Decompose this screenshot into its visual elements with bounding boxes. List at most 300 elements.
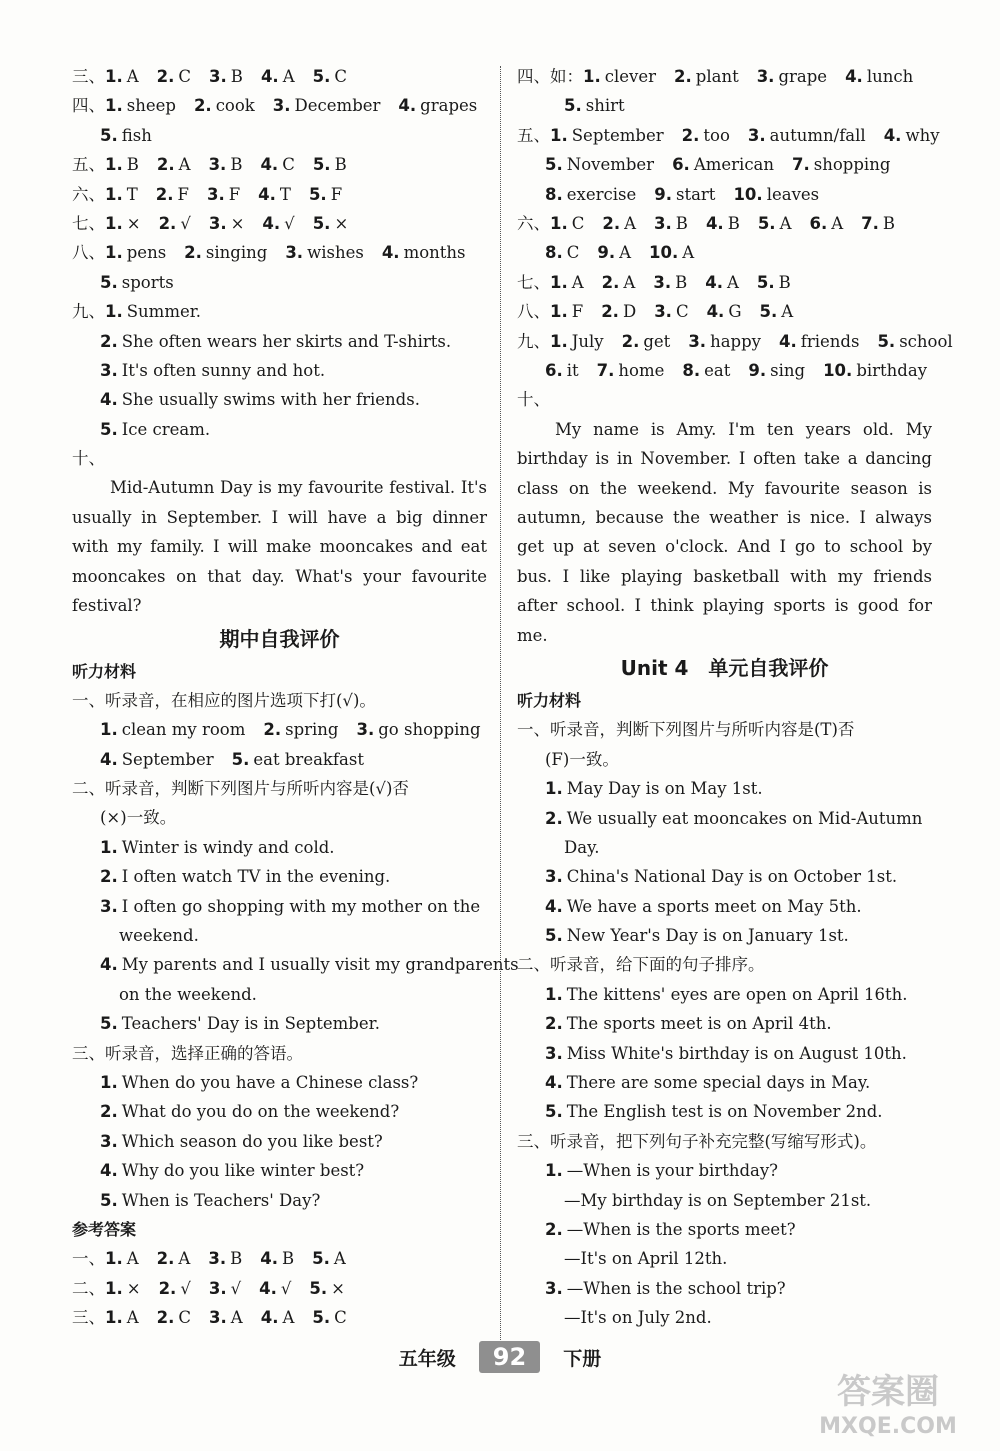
answer-item [583, 67, 656, 86]
answer-item [545, 1044, 907, 1063]
item-text: shopping [813, 155, 891, 175]
answer-item [100, 1073, 418, 1092]
item-text: it [566, 360, 579, 380]
answer-item [209, 155, 243, 174]
answer-line [517, 268, 932, 297]
item-text: singing [205, 243, 268, 263]
answer-line [517, 950, 932, 979]
item-text: autumn/fall [769, 125, 866, 145]
answer-item [105, 243, 166, 262]
item-text: When do you have a Chinese class? [121, 1072, 419, 1092]
section-title: Unit 4 单元自我评价 [620, 655, 829, 680]
item-number: 4. [706, 302, 725, 322]
answer-line [72, 1303, 487, 1332]
item-number: 2. [681, 125, 700, 145]
item-number: 1. [545, 779, 563, 799]
item-text: A [230, 1308, 243, 1328]
answer-line [517, 1156, 932, 1185]
answer-line [517, 1127, 932, 1156]
item-text: F [228, 184, 241, 204]
item-text: Ice cream. [121, 419, 211, 439]
answer-line [72, 1186, 487, 1215]
item-number: 5. [231, 749, 250, 769]
item-number: 5. [312, 1308, 331, 1328]
item-text: × [126, 1278, 141, 1298]
answer-line [72, 121, 487, 150]
item-number: 1. [105, 1278, 123, 1298]
answer-item [105, 67, 139, 86]
item-text: √ [180, 213, 191, 233]
answer-item [209, 1279, 241, 1298]
item-text: F [177, 184, 189, 204]
item-number: 5. [312, 155, 331, 175]
item-number: 4. [100, 390, 118, 410]
answer-line [517, 356, 932, 385]
answer-item [705, 273, 739, 292]
item-text: get [643, 331, 671, 351]
item-number: 10. [649, 243, 679, 263]
answer-line [72, 803, 487, 832]
answer-line [72, 180, 487, 209]
answer-item [654, 185, 715, 204]
answer-item [100, 361, 325, 380]
item-number: 4. [705, 272, 723, 292]
item-text: leaves [766, 184, 820, 204]
line-prefix: 二、听录音，判断下列图片与所听内容是(√)否 [72, 779, 409, 799]
answer-line [517, 804, 932, 833]
answer-line [517, 327, 953, 356]
answer-item [273, 96, 381, 115]
item-text: December [294, 96, 381, 116]
item-number: 3. [756, 67, 775, 86]
item-text: clean my room [121, 720, 246, 740]
answer-line [72, 892, 487, 921]
answer-item [285, 243, 363, 262]
item-text: A [781, 302, 794, 322]
watermark-logo [788, 1363, 988, 1443]
item-number: 5. [545, 926, 563, 946]
item-number: 5. [100, 272, 118, 292]
item-text: T [279, 184, 291, 204]
item-number: 1. [105, 1249, 123, 1269]
subsection-heading: 听力材料 [72, 661, 137, 681]
item-text: A [571, 272, 584, 292]
item-text: start [675, 184, 716, 204]
answer-item [706, 214, 740, 233]
answer-item [545, 185, 636, 204]
item-number: 1. [100, 837, 118, 857]
item-number: 1. [105, 1308, 123, 1328]
item-text: wishes [307, 243, 364, 263]
item-text: F [330, 184, 343, 204]
item-number: 1. [100, 720, 118, 740]
item-number: 3. [356, 720, 375, 740]
item-number: 3. [100, 896, 118, 916]
item-text: A [126, 1308, 139, 1328]
subsection-heading: 听力材料 [517, 690, 582, 710]
item-number: 5. [564, 96, 582, 116]
item-text: When is Teachers' Day? [121, 1190, 321, 1210]
item-text: A [126, 67, 139, 86]
item-number: 4. [545, 896, 563, 916]
item-number: 7. [861, 213, 879, 233]
item-number: 5. [100, 125, 118, 145]
item-number: 2. [156, 1308, 175, 1328]
item-text: Miss White's birthday is on August 10th. [566, 1043, 907, 1063]
answer-item [674, 67, 739, 86]
item-number: 5. [757, 213, 776, 233]
answer-item [309, 1279, 345, 1298]
item-text: A [178, 1249, 191, 1269]
item-number: 4. [100, 955, 118, 975]
answer-item [649, 243, 694, 262]
answer-line [517, 980, 932, 1009]
answer-item [208, 1249, 242, 1268]
grade-label: 五年级 [398, 1347, 456, 1370]
line-prefix: Day. [564, 837, 600, 857]
item-text: A [623, 272, 636, 292]
answer-line [72, 1244, 487, 1273]
item-number: 5. [312, 67, 331, 86]
watermark-line1: 答案圈 [837, 1372, 939, 1412]
answer-item [261, 67, 295, 86]
item-number: 3. [545, 867, 563, 887]
answer-line [72, 209, 487, 238]
item-number: 8. [682, 360, 701, 380]
answer-item [207, 185, 240, 204]
answer-line [517, 1215, 932, 1244]
item-number: 5. [100, 1014, 118, 1034]
answer-line [517, 62, 932, 91]
answer-line [517, 180, 932, 209]
line-prefix: on the weekend. [119, 984, 257, 1004]
item-number: 2. [158, 213, 177, 233]
answer-line [72, 297, 487, 326]
answer-item [157, 155, 191, 174]
item-number: 1. [105, 96, 123, 116]
item-number: 9. [748, 360, 767, 380]
answer-item [209, 67, 243, 86]
item-number: 5. [308, 184, 327, 204]
answer-item [792, 155, 890, 174]
answer-item [105, 155, 139, 174]
line-prefix: 三、 [72, 1308, 105, 1328]
item-number: 4. [260, 155, 279, 175]
item-text: C [675, 302, 689, 322]
item-number: 5. [545, 1102, 563, 1122]
item-text: birthday [856, 360, 928, 380]
item-text: G [728, 302, 742, 322]
answer-item [545, 1279, 786, 1298]
answer-item [602, 273, 636, 292]
answer-line [72, 833, 487, 862]
answer-line [72, 774, 487, 803]
answer-item [545, 1161, 778, 1180]
answer-item [105, 302, 201, 321]
item-text: plant [695, 67, 739, 86]
item-number: 4. [883, 125, 902, 145]
item-text: A [282, 67, 295, 86]
answer-item [313, 155, 347, 174]
answer-item [157, 1308, 191, 1327]
answer-item [100, 390, 420, 409]
line-prefix: 五、 [72, 155, 105, 175]
item-text: A [282, 1308, 295, 1328]
answer-item [545, 361, 579, 380]
line-prefix: 五、 [517, 125, 550, 145]
answer-line [72, 444, 487, 473]
item-number: 3. [206, 184, 225, 204]
item-text: The sports meet is on April 4th. [566, 1014, 832, 1034]
item-text: —When is your birthday? [566, 1161, 779, 1181]
item-number: 4. [705, 213, 724, 233]
answer-item [100, 897, 480, 916]
answer-item [100, 955, 519, 974]
item-number: 4. [100, 749, 118, 769]
answer-line [517, 1244, 932, 1273]
item-text: A [682, 243, 695, 263]
line-prefix: 三、听录音，选择正确的答语。 [72, 1043, 303, 1063]
item-text: C [334, 1308, 347, 1328]
answer-item [232, 750, 364, 769]
line-prefix: weekend. [119, 926, 199, 946]
volume-label: 下册 [563, 1347, 602, 1370]
item-text: √ [230, 1278, 242, 1298]
item-text: pens [126, 243, 167, 263]
item-number: 3. [653, 272, 672, 292]
item-number: 2. [601, 302, 619, 322]
line-prefix: 四、如： [517, 67, 583, 86]
item-number: 6. [672, 155, 690, 175]
answer-item [157, 67, 191, 86]
item-text: clever [604, 67, 657, 86]
item-text: shirt [585, 96, 625, 116]
item-number: 2. [674, 67, 692, 86]
item-number: 5. [312, 213, 331, 233]
item-text: September [571, 125, 664, 145]
answer-item [672, 155, 774, 174]
answer-line [72, 1097, 487, 1126]
answer-item [682, 361, 730, 380]
item-text: go shopping [378, 720, 481, 740]
item-number: 3. [545, 1278, 563, 1298]
answer-item [545, 809, 922, 828]
item-number: 2. [621, 331, 640, 351]
answer-item [313, 214, 349, 233]
item-text: sing [770, 360, 806, 380]
item-number: 2. [545, 1219, 563, 1239]
item-number: 2. [602, 213, 621, 233]
answer-item [263, 720, 338, 739]
answer-item [597, 243, 631, 262]
answer-item [105, 214, 141, 233]
item-number: 1. [105, 184, 123, 204]
item-number: 5. [756, 272, 775, 292]
answer-line [517, 385, 932, 414]
answer-item [550, 332, 604, 351]
answer-item [100, 720, 245, 739]
column-divider [500, 66, 501, 1346]
item-number: 9. [654, 184, 672, 204]
line-prefix: 十、 [517, 390, 550, 410]
right-column [517, 62, 953, 1333]
item-text: B [281, 1249, 295, 1269]
item-number: 4. [100, 1161, 118, 1181]
answer-item [884, 126, 940, 145]
item-number: 2. [601, 272, 620, 292]
line-prefix: 二、听录音，给下面的句子排序。 [517, 955, 765, 975]
answer-item [100, 867, 390, 886]
answer-item [861, 214, 895, 233]
answer-item [100, 1132, 383, 1151]
answer-item [209, 1308, 243, 1327]
item-number: 4. [259, 1278, 277, 1298]
item-text: B [675, 272, 688, 292]
answer-item [597, 361, 665, 380]
item-text: too [703, 125, 730, 145]
answer-line [72, 1039, 487, 1068]
answer-item [654, 302, 688, 321]
item-number: 1. [100, 1072, 118, 1092]
answer-item [545, 1014, 832, 1033]
answer-line [517, 1303, 932, 1332]
item-text: New Year's Day is on January 1st. [566, 926, 849, 946]
answer-item [748, 361, 805, 380]
answer-item [262, 214, 294, 233]
item-number: 1. [550, 302, 568, 322]
answer-line [72, 62, 487, 91]
item-number: 10. [733, 184, 763, 204]
answer-line [517, 715, 932, 744]
answer-line [517, 892, 932, 921]
item-text: B [230, 155, 243, 175]
item-number: 5. [309, 1278, 328, 1298]
line-prefix: 六、 [72, 184, 105, 204]
item-text: Summer. [126, 302, 202, 322]
answer-item [100, 332, 451, 351]
line-prefix: 三、听录音，把下列句子补充完整(写缩写形式)。 [517, 1131, 877, 1151]
answer-item [545, 1102, 883, 1121]
answer-item [157, 1249, 191, 1268]
answer-item [602, 214, 636, 233]
item-text: I often watch TV in the evening. [121, 867, 391, 887]
answer-line [517, 121, 940, 150]
item-number: 4. [845, 67, 863, 86]
item-text: Why do you like winter best? [121, 1161, 365, 1181]
item-text: B [334, 155, 347, 175]
section-title: 期中自我评价 [219, 626, 340, 651]
item-number: 9. [597, 243, 616, 263]
item-number: 1. [583, 67, 601, 86]
item-number: 2. [263, 720, 282, 740]
item-number: 2. [100, 331, 118, 351]
item-text: sports [121, 272, 174, 292]
answer-item [309, 185, 342, 204]
line-prefix: 七、 [517, 272, 550, 292]
item-number: 2. [100, 1102, 118, 1122]
answer-item [105, 96, 176, 115]
item-number: 1. [550, 272, 568, 292]
item-text: √ [280, 1278, 292, 1298]
answer-item [550, 273, 584, 292]
answer-item [757, 67, 827, 86]
item-number: 2. [156, 155, 175, 175]
item-text: √ [284, 213, 295, 233]
item-text: months [403, 243, 466, 263]
item-number: 3. [209, 67, 227, 86]
answer-item [100, 1161, 364, 1180]
item-text: A [126, 1249, 139, 1269]
answer-line [517, 238, 932, 267]
answer-line [72, 268, 487, 297]
answer-item [810, 214, 844, 233]
item-number: 3. [272, 96, 291, 116]
line-prefix: 一、 [72, 1249, 105, 1269]
answer-item [682, 126, 730, 145]
answer-item [258, 185, 291, 204]
item-number: 10. [823, 360, 853, 380]
item-number: 6. [545, 360, 563, 380]
answer-item [260, 1249, 294, 1268]
answer-item [184, 243, 267, 262]
answer-line [517, 1097, 932, 1126]
item-number: 5. [877, 331, 896, 351]
answer-line [72, 91, 487, 120]
answer-line [517, 1274, 932, 1303]
line-prefix: 七、 [72, 213, 105, 233]
answer-item [545, 243, 579, 262]
answer-line [517, 1186, 932, 1215]
item-text: The kittens' eyes are open on April 16th. [566, 984, 908, 1004]
item-number: 4. [258, 184, 276, 204]
answer-line [72, 1127, 487, 1156]
item-text: school [899, 331, 953, 351]
answer-line [72, 356, 487, 385]
answer-item [159, 1279, 191, 1298]
item-text: A [831, 213, 844, 233]
item-number: 8. [545, 184, 563, 204]
answer-line [72, 238, 487, 267]
item-number: 3. [209, 1308, 227, 1328]
answer-item [688, 332, 761, 351]
answer-item [550, 214, 584, 233]
item-number: 3. [208, 1278, 227, 1298]
item-text: T [126, 184, 138, 204]
watermark-line2: MXQE.COM [819, 1414, 957, 1439]
line-prefix: 九、 [72, 302, 105, 322]
item-number: 2. [155, 184, 174, 204]
answer-line [72, 415, 487, 444]
page-number: 92 [479, 1341, 540, 1373]
answer-line [517, 833, 932, 862]
answer-item [760, 302, 794, 321]
item-number: 1. [550, 331, 568, 351]
left-column [72, 62, 519, 1332]
answer-item [622, 332, 671, 351]
item-text: Which season do you like best? [121, 1131, 383, 1151]
item-text: A [178, 155, 191, 175]
item-text: Teachers' Day is in September. [121, 1014, 380, 1034]
answer-item [312, 1249, 346, 1268]
answer-line [72, 1068, 487, 1097]
item-text: September [121, 749, 214, 769]
answer-line [517, 745, 932, 774]
answer-line [517, 1039, 932, 1068]
answer-item [100, 273, 174, 292]
item-text: sheep [126, 96, 176, 116]
item-number: 3. [100, 1131, 118, 1151]
answer-item [545, 1073, 870, 1092]
